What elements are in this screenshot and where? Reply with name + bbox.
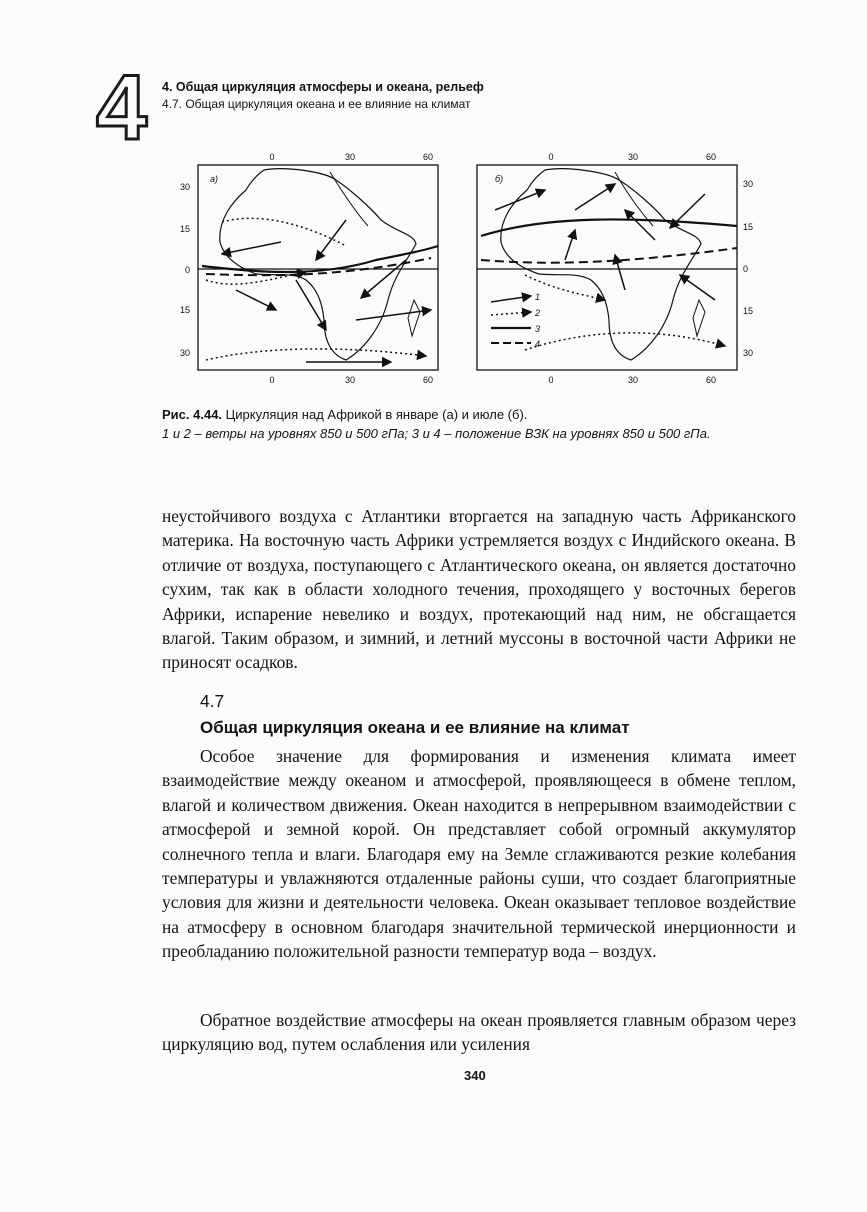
section-number: 4.7 xyxy=(200,691,225,711)
legend-item: 2 xyxy=(535,308,541,318)
lat-tick: 30 xyxy=(743,179,754,189)
paragraph: Обратное воздействие атмосферы на океан проявляется главным образом через циркуляцию вод, путем ослабления или усиления xyxy=(162,1010,796,1055)
lon-tick: 60 xyxy=(422,152,434,162)
lat-tick: 0 xyxy=(184,265,190,275)
legend-item: 4 xyxy=(535,339,541,349)
lat-tick: 30 xyxy=(743,348,754,358)
lon-tick: 30 xyxy=(344,152,356,162)
figure-caption xyxy=(162,405,711,443)
lon-tick: 60 xyxy=(705,375,717,385)
page-number: 340 xyxy=(464,1068,486,1083)
lon-tick: 0 xyxy=(269,375,275,385)
lat-tick: 15 xyxy=(179,305,190,315)
lon-tick: 0 xyxy=(269,152,275,162)
chapter-number: 4 xyxy=(96,57,148,159)
caption-title: Циркуляция над Африкой в январе (а) и июле (б). xyxy=(225,407,528,422)
map-panel-july xyxy=(455,150,775,385)
running-head-chapter: 4. Общая циркуляция атмосферы и океана, рельеф xyxy=(162,80,484,94)
lat-tick: 30 xyxy=(179,182,190,192)
caption-legend: 1 и 2 – ветры на уровнях 850 и 500 гПа; 3 и 4 – положение ВЗК на уровнях 850 и 500 гПа. xyxy=(162,426,711,441)
lon-tick: 0 xyxy=(548,375,554,385)
lat-tick: 15 xyxy=(743,222,754,232)
running-head-section: 4.7. Общая циркуляция океана и ее влияние на климат xyxy=(162,97,471,111)
paragraph: неустойчивого воздуха с Атлантики вторгается на западную часть Африканского материка. На восточную часть Африки устремляется воздух с Индийского океана. В отличие от воздуха, поступающего с Атлантического океана, он является достаточно сухим, так как в области холодного течения, проходящего у восточных берегов Африки, испарение невелико и воздух, протекающий над ним, не обсгащается влагой. Таким образом, и зимний, и летний муссоны в восточной части Африки не приносят осадков. xyxy=(162,506,796,673)
lon-tick: 0 xyxy=(548,152,554,162)
lon-tick: 30 xyxy=(344,375,356,385)
panel-label-a: а) xyxy=(210,174,219,184)
lon-tick: 60 xyxy=(422,375,434,385)
map-panel-january xyxy=(176,150,446,385)
section-title: Общая циркуляция океана и ее влияние на климат xyxy=(200,718,630,737)
lat-tick: 30 xyxy=(179,348,190,358)
panel-label-b: б) xyxy=(495,174,504,184)
legend-item: 1 xyxy=(535,292,541,302)
lat-tick: 15 xyxy=(743,306,754,316)
lon-tick: 30 xyxy=(627,152,639,162)
lon-tick: 60 xyxy=(705,152,717,162)
legend-item: 3 xyxy=(535,324,541,334)
caption-label: Рис. 4.44. xyxy=(162,407,223,422)
lon-tick: 30 xyxy=(627,375,639,385)
lat-tick: 15 xyxy=(179,224,190,234)
lat-tick: 0 xyxy=(743,264,749,274)
paragraph: Особое значение для формирования и изменения климата имеет взаимодействие между океаном и атмосферой, проявляющееся в обмене теплом, влагой и количеством движения. Океан находится в непрерывном взаимодействии с атмосферой и земной корой. Он представляет собой огромный аккумулятор солнечного тепла и влаги. Благодаря ему на Земле сглаживаются резкие колебания температуры и увлажняются отдаленные районы суши, что создает благоприятные условия для жизни и деятельности человека. Океан оказывает тепловое воздействие на атмосферу в основном благодаря значительной термической инерционности и преобладанию положительной разности температур вода – воздух. xyxy=(162,746,796,962)
